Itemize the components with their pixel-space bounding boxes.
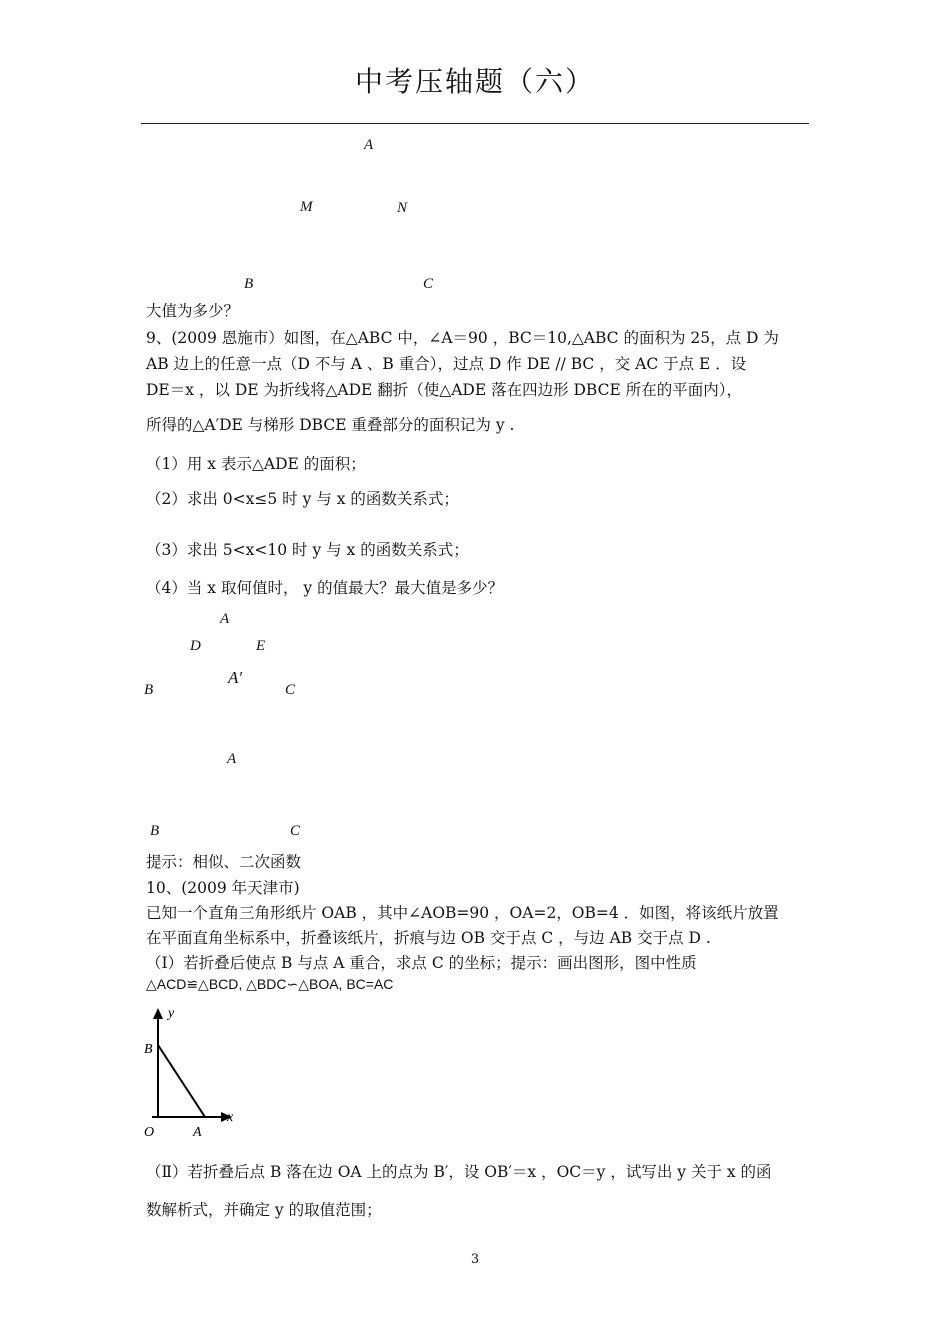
page-number: 3: [470, 1252, 480, 1267]
fig9a-label-a-prime: A′: [228, 668, 243, 687]
q10-part-1-hint: △ACD≌△BCD, △BDC∽△BOA, BC=AC: [146, 976, 394, 992]
q10-heading: 10、(2009 年天津市): [146, 879, 300, 897]
q10-part-2-line-2: 数解析式，并确定 y 的取值范围；: [146, 1201, 382, 1219]
q9-text-line-3: DE＝x ，以 DE 为折线将△ADE 翻折（使△ADE 落在四边形 DBCE 所在的平面内），: [146, 381, 742, 399]
fig9b-label-a: A: [227, 751, 237, 767]
q9-text-line-2: AB 边上的任意一点（D 不与 A 、B 重合），过点 D 作 DE // BC ，交 AC 于点 E ．设: [146, 355, 747, 373]
q9-part-1: （1）用 x 表示△ADE 的面积；: [146, 455, 366, 473]
fig9a-label-d: D: [190, 638, 201, 654]
header-rule: [141, 123, 809, 124]
fig9a-label-a: A: [220, 611, 230, 627]
fig9a-label-c: C: [285, 682, 296, 698]
fig-top-label-b: B: [244, 276, 254, 292]
fig10-hypotenuse-ab: [158, 1045, 205, 1117]
fig9b-label-c: C: [290, 823, 301, 839]
q9-part-4: （4）当 x 取何值时， y 的值最大？最大值是多少？: [146, 579, 504, 597]
fig10-y-arrow: [153, 1008, 163, 1019]
q10-part-1: （Ⅰ）若折叠后使点 B 与点 A 重合，求点 C 的坐标；提示：画出图形，图中性质: [146, 954, 697, 972]
q10-part-2-line-1: （Ⅱ）若折叠后点 B 落在边 OA 上的点为 B′，设 OB′＝x ，OC＝y ，试写出 y 关于 x 的函: [146, 1163, 772, 1181]
fig-top-label-c: C: [423, 276, 434, 292]
fig10-label-y: y: [168, 1006, 175, 1021]
fig10-label-x: x: [227, 1110, 234, 1125]
q10-text-line-1: 已知一个直角三角形纸片 OAB ，其中∠AOB=90 ，OA=2，OB=4 ．如图，将该纸片放置: [146, 904, 779, 922]
fig9a-label-b: B: [144, 682, 154, 698]
prev-question-fragment: 大值为多少？: [146, 302, 240, 320]
fig-top-label-m: M: [300, 199, 313, 215]
fig10-label-a: A: [193, 1125, 202, 1140]
q9-text-line-1: 9、(2009 恩施市）如图，在△ABC 中，∠A＝90 ，BC＝10,△ABC 的面积为 25，点 D 为: [146, 329, 779, 347]
q9-hint: 提示：相似、二次函数: [146, 853, 302, 871]
fig9b-label-b: B: [150, 823, 160, 839]
fig9a-label-e: E: [256, 638, 266, 654]
fig-top-label-n: N: [397, 200, 408, 216]
fig10-diagram: [138, 1005, 248, 1140]
fig10-label-b: B: [144, 1042, 153, 1057]
q9-part-3: （3）求出 5<x<10 时 y 与 x 的函数关系式；: [146, 541, 469, 559]
q9-part-2: （2）求出 0<x≤5 时 y 与 x 的函数关系式；: [146, 490, 459, 508]
fig10-label-o: O: [144, 1125, 155, 1140]
q10-text-line-2: 在平面直角坐标系中，折叠该纸片，折痕与边 OB 交于点 C ，与边 AB 交于点 D .: [146, 929, 711, 947]
q9-text-line-4: 所得的△A′DE 与梯形 DBCE 重叠部分的面积记为 y .: [146, 416, 515, 434]
fig-top-label-a: A: [364, 137, 374, 153]
page-title: 中考压轴题（六）: [354, 65, 595, 98]
